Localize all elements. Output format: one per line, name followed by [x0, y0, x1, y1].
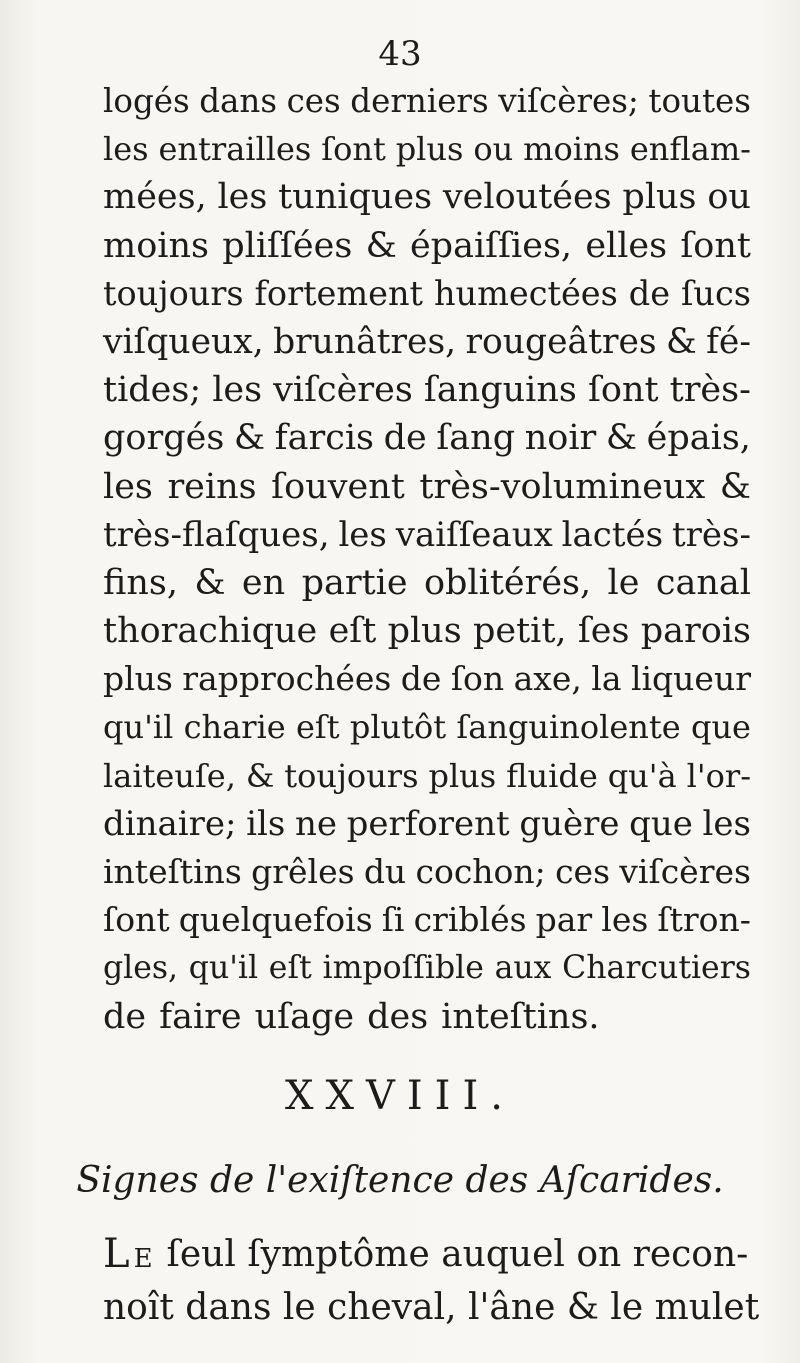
word: &: [245, 756, 275, 795]
word: les: [103, 466, 153, 507]
word: lactés: [561, 514, 664, 555]
initial-rest: E: [133, 1244, 153, 1274]
word: &: [605, 418, 638, 459]
section-number: XXVIII.: [285, 1073, 515, 1119]
text-line: [103, 77, 751, 125]
word: rapprochées: [182, 659, 392, 699]
word: plus: [428, 756, 497, 795]
word: les: [338, 514, 387, 555]
paragraph-line-1: [103, 1228, 751, 1281]
word: de: [383, 418, 427, 459]
word: par: [535, 900, 593, 940]
word: ou: [707, 177, 751, 218]
section-title: Signes de l'exiſtence des Aſcarides.: [76, 1160, 724, 1201]
word: aux: [494, 950, 552, 987]
word: qu'il: [103, 708, 174, 747]
word: ſont: [680, 225, 751, 266]
word: très-flaſques,: [103, 514, 330, 555]
text-line: [103, 703, 751, 751]
word: de: [400, 659, 442, 699]
word: elles: [585, 225, 668, 266]
word: laiteuſe,: [103, 756, 236, 795]
word: farcis: [274, 418, 374, 459]
word: ſon: [450, 659, 505, 699]
word: criblés: [413, 900, 527, 940]
word: mées,: [103, 177, 207, 218]
word: dans: [199, 82, 278, 120]
word: fluide: [506, 756, 598, 795]
text-line: [103, 173, 751, 221]
drop-word: [103, 1228, 153, 1281]
word: noir: [524, 418, 597, 459]
word: qu'à: [607, 756, 677, 795]
word: épaiſſies,: [409, 225, 573, 266]
paragraph-start: [103, 1228, 760, 1334]
word: ſont: [587, 370, 659, 411]
word: fé-: [706, 321, 751, 362]
text-line: [103, 222, 751, 270]
word: épais,: [646, 418, 751, 459]
word: pliſſées: [222, 225, 353, 266]
word: cochon;: [415, 852, 546, 891]
word: inteſtins: [103, 852, 242, 891]
word: plus: [103, 659, 173, 699]
word: parois: [640, 611, 751, 652]
word: en: [241, 562, 286, 603]
word: perforent: [346, 803, 510, 844]
word: plutôt: [349, 708, 447, 747]
word: la: [591, 659, 622, 699]
word: uſage: [254, 996, 355, 1037]
word: ſtron-: [657, 900, 751, 940]
text-line: [103, 944, 751, 992]
word: viſcères: [273, 370, 413, 411]
paragraph-line-2: noît dans le cheval, l'âne & le mulet: [103, 1287, 760, 1328]
word: ſang: [436, 418, 516, 459]
word: eſt: [328, 611, 377, 652]
word: Charcutiers: [562, 950, 751, 987]
word: axe,: [513, 659, 582, 699]
word: veloutées: [442, 177, 612, 218]
word: ſont: [321, 130, 386, 169]
word: ou: [473, 130, 514, 169]
text-line: [103, 655, 751, 703]
word: dinaire;: [103, 803, 237, 844]
text-line: [103, 414, 751, 462]
word: eſt: [295, 708, 340, 747]
text-line: [103, 366, 751, 414]
text-line: [103, 318, 751, 366]
body-text: [103, 77, 751, 1041]
word: viſcères: [619, 852, 751, 891]
word: &: [365, 225, 397, 266]
word: le: [607, 562, 640, 603]
word: gles,: [103, 950, 179, 987]
initial-letter: L: [103, 1231, 130, 1277]
word: plus: [387, 611, 462, 652]
word: quelquefois: [178, 900, 373, 940]
word: ſes: [577, 611, 630, 652]
word: moins: [103, 225, 209, 266]
word: charie: [183, 708, 286, 747]
word: très-: [669, 370, 751, 411]
word: ces: [555, 852, 611, 891]
word: plus: [395, 130, 464, 169]
word: ſucs: [681, 273, 751, 313]
text-line: [103, 800, 751, 848]
word: humectées: [433, 273, 618, 313]
word: toutes: [648, 82, 751, 120]
word: petit,: [472, 611, 567, 652]
word: des: [367, 996, 429, 1037]
word: fortement: [254, 273, 424, 313]
word: fins,: [103, 562, 178, 603]
text-line: [103, 848, 751, 896]
word: inteſtins.: [441, 996, 600, 1037]
word: faire: [159, 996, 242, 1037]
text-line: [103, 896, 751, 944]
word: les: [212, 370, 263, 411]
word: l'or-: [686, 756, 751, 795]
word: tides;: [103, 370, 202, 411]
word: que: [690, 708, 751, 747]
word: entrailles: [158, 130, 312, 169]
word: du: [363, 852, 407, 891]
word: enflam-: [629, 130, 751, 169]
word: guère: [519, 803, 620, 844]
word: ſanguinolente: [456, 708, 681, 747]
word: &: [719, 466, 751, 507]
word: les: [702, 803, 751, 844]
text-line: [103, 463, 751, 511]
word: partie: [301, 562, 408, 603]
text-line: [103, 607, 751, 655]
word: ſanguins: [423, 370, 577, 411]
word: tuniques: [278, 177, 433, 218]
paragraph-line-1-text: ſeul ſymptôme auquel on recon-: [166, 1234, 749, 1275]
word: &: [233, 418, 266, 459]
word: qu'il: [188, 950, 259, 987]
word: canal: [655, 562, 751, 603]
word: ſouvent: [271, 466, 405, 507]
word: thorachique: [103, 611, 318, 652]
text-line: [103, 125, 751, 173]
word: ces: [286, 82, 341, 120]
word: gorgés: [103, 418, 225, 459]
text-line: [103, 993, 751, 1041]
word: moins: [523, 130, 620, 169]
text-line: [103, 559, 751, 607]
word: rougeâtres: [465, 321, 657, 362]
word: les: [601, 900, 649, 940]
word: toujours: [103, 273, 244, 313]
word: reins: [167, 466, 257, 507]
word: les: [217, 177, 268, 218]
word: brunâtres,: [273, 321, 457, 362]
word: &: [194, 562, 226, 603]
word: ſi: [381, 900, 405, 940]
text-line: [103, 752, 751, 800]
word: très-volumineux: [419, 466, 706, 507]
word: de: [103, 996, 147, 1037]
word: ne: [294, 803, 337, 844]
page-number: 43: [378, 34, 422, 74]
word: viſcères;: [498, 82, 639, 120]
word: viſqueux,: [103, 321, 264, 362]
text-line: [103, 511, 751, 559]
word: de: [628, 273, 671, 313]
word: grêles: [251, 852, 355, 891]
word: plus: [622, 177, 697, 218]
text-line: [103, 270, 751, 318]
word: &: [666, 321, 697, 362]
word: les: [103, 130, 149, 169]
word: logés: [103, 82, 190, 120]
word: toujours: [284, 756, 419, 795]
word: derniers: [350, 82, 489, 120]
word: ils: [246, 803, 286, 844]
word: très-: [671, 514, 751, 555]
word: oblitérés,: [423, 562, 592, 603]
word: ſont: [103, 900, 170, 940]
word: eſt: [268, 950, 312, 987]
word: liqueur: [630, 659, 751, 699]
word: que: [629, 803, 693, 844]
word: impoſſible: [322, 950, 484, 987]
word: vaiſſeaux: [395, 514, 553, 555]
